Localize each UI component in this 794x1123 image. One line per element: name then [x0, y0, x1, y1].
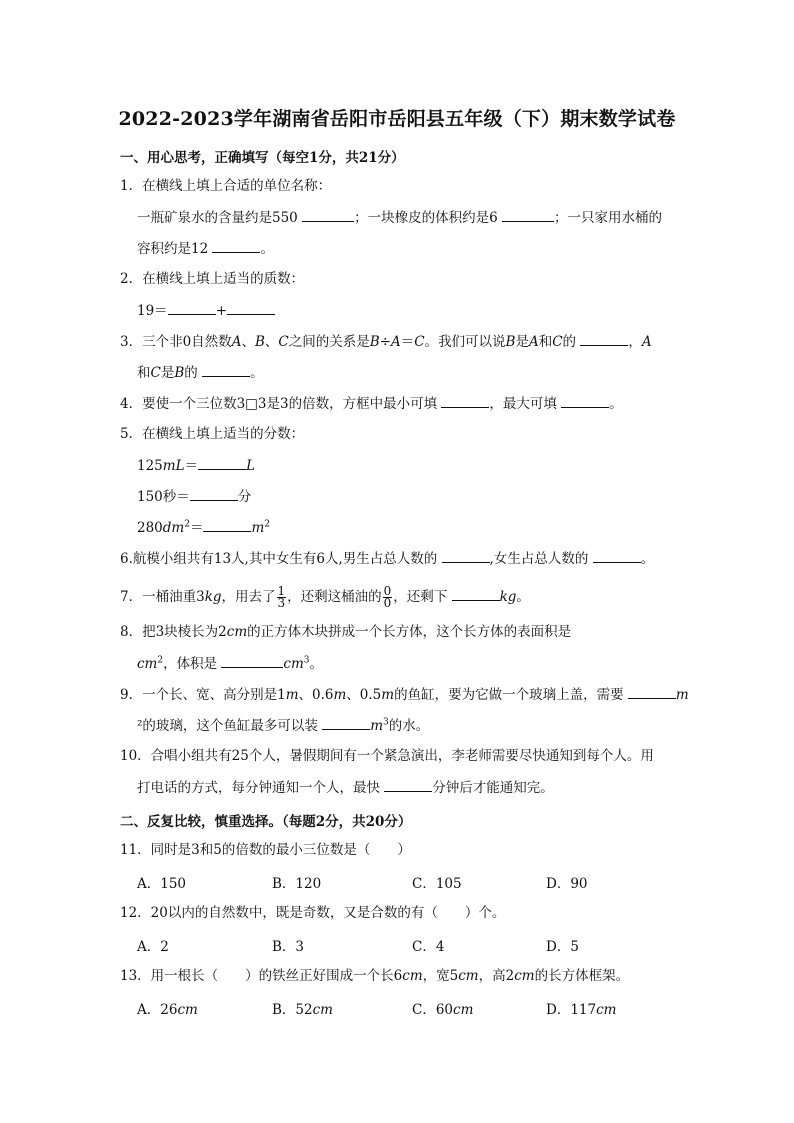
fraction-blank: $\frac{0}{0}$	[383, 584, 392, 610]
fraction-one-third: $\frac{1}{3}$	[277, 584, 286, 610]
answer-blank[interactable]	[202, 362, 250, 377]
answer-blank[interactable]	[190, 486, 238, 501]
q1-line3: 容积约是12 。	[137, 238, 274, 259]
answer-blank[interactable]	[442, 548, 490, 563]
answer-blank[interactable]	[168, 300, 216, 315]
q12-option-d[interactable]: D．5	[546, 939, 579, 955]
q12-option-c[interactable]: C．4	[412, 939, 445, 955]
q10-line1: 10．合唱小组共有25个人，暑假期间有一个紧急演出，李老师需要尽快通知到每个人。用	[120, 748, 654, 764]
q5-row3: $280dm^2= m^2$	[137, 517, 270, 538]
q3-line1: 3．三个非0自然数A、B、C之间的关系是B÷A＝C。我们可以说B是A和C的 ，A	[120, 331, 652, 352]
q5-row1: 125mL＝ L	[137, 455, 255, 476]
answer-blank[interactable]	[212, 238, 260, 253]
section-2-heading: 二、反复比较，慎重选择。（每题2分，共20分）	[120, 814, 412, 830]
q13-option-c[interactable]: C．60cm	[412, 1002, 474, 1018]
answer-blank[interactable]	[203, 517, 251, 532]
q13-option-b[interactable]: B．52cm	[272, 1002, 333, 1018]
answer-blank[interactable]	[502, 207, 554, 222]
answer-blank[interactable]	[561, 393, 609, 408]
answer-blank[interactable]	[322, 715, 370, 730]
q4-line: 4．要使一个三位数3□3是3的倍数，方框中最小可填 ，最大可填 。	[120, 393, 623, 414]
q1-prompt: 1．在横线上填上合适的单位名称：	[120, 178, 332, 194]
q9-line2: ²的玻璃，这个鱼缸最多可以装 $m^3$的水。	[137, 715, 429, 736]
answer-blank[interactable]	[628, 684, 676, 699]
q3-line2: 和C是B的 。	[137, 362, 264, 383]
q8-line2: $cm^2$，体积是 $cm^3$。	[137, 653, 323, 674]
q11-option-b[interactable]: B．120	[272, 876, 322, 892]
q5-row2: 150秒＝ 分	[137, 486, 251, 507]
q2-line2: 19＝ +	[137, 300, 275, 321]
q12-option-a[interactable]: A．2	[137, 939, 169, 955]
answer-blank[interactable]	[593, 548, 641, 563]
q6-line: 6.航模小组共有13人,其中女生有6人,男生占总人数的 ,女生占总人数的 。	[120, 548, 654, 569]
q7-line: 7．一桶油重3kg，用去了 $\frac{1}{3}$ ，还剩这桶油的 $\frac{0}{0}$ ，还剩下 kg。	[120, 584, 530, 610]
q12-stem: 12．20以内的自然数中，既是奇数，又是合数的有（ ）个。	[120, 905, 506, 921]
q11-stem: 11．同时是3和5的倍数的最小三位数是（ ）	[120, 842, 411, 858]
q12-option-b[interactable]: B．3	[272, 939, 305, 955]
q11-option-d[interactable]: D．90	[546, 876, 588, 892]
q2-prompt: 2．在横线上填上适当的质数：	[120, 271, 305, 287]
q11-option-c[interactable]: C．105	[412, 876, 462, 892]
q11-option-a[interactable]: A．150	[137, 876, 187, 892]
answer-blank[interactable]	[198, 455, 246, 470]
answer-blank[interactable]	[441, 393, 489, 408]
q13-option-a[interactable]: A．26cm	[137, 1002, 198, 1018]
q1-line2: 一瓶矿泉水的含量约是550 ；一块橡皮的体积约是6 ；一只家用水桶的	[137, 207, 662, 228]
answer-blank[interactable]	[221, 653, 283, 668]
answer-blank[interactable]	[384, 777, 432, 792]
answer-blank[interactable]	[227, 300, 275, 315]
q13-stem: 13．用一根长（ ）的铁丝正好围成一个长6cm，宽5cm，高2cm的长方体框架。	[120, 968, 630, 984]
answer-blank[interactable]	[302, 207, 354, 222]
section-1-heading: 一、用心思考，正确填写（每空1分，共21分）	[120, 150, 405, 166]
q8-line1: 8．把3块棱长为2cm的正方体木块拼成一个长方体，这个长方体的表面积是	[120, 624, 572, 640]
page-title: 2022-2023学年湖南省岳阳市岳阳县五年级（下）期末数学试卷	[118, 108, 676, 130]
q13-option-d[interactable]: D．117cm	[546, 1002, 617, 1018]
q9-line1: 9．一个长、宽、高分别是1m、0.6m、0.5m的鱼缸，要为它做一个玻璃上盖，需要 m	[120, 684, 689, 705]
answer-blank[interactable]	[580, 331, 628, 346]
answer-blank[interactable]	[452, 586, 500, 601]
q5-prompt: 5．在横线上填上适当的分数：	[120, 426, 305, 442]
q10-line2: 打电话的方式，每分钟通知一个人，最快 分钟后才能通知完。	[137, 777, 554, 798]
